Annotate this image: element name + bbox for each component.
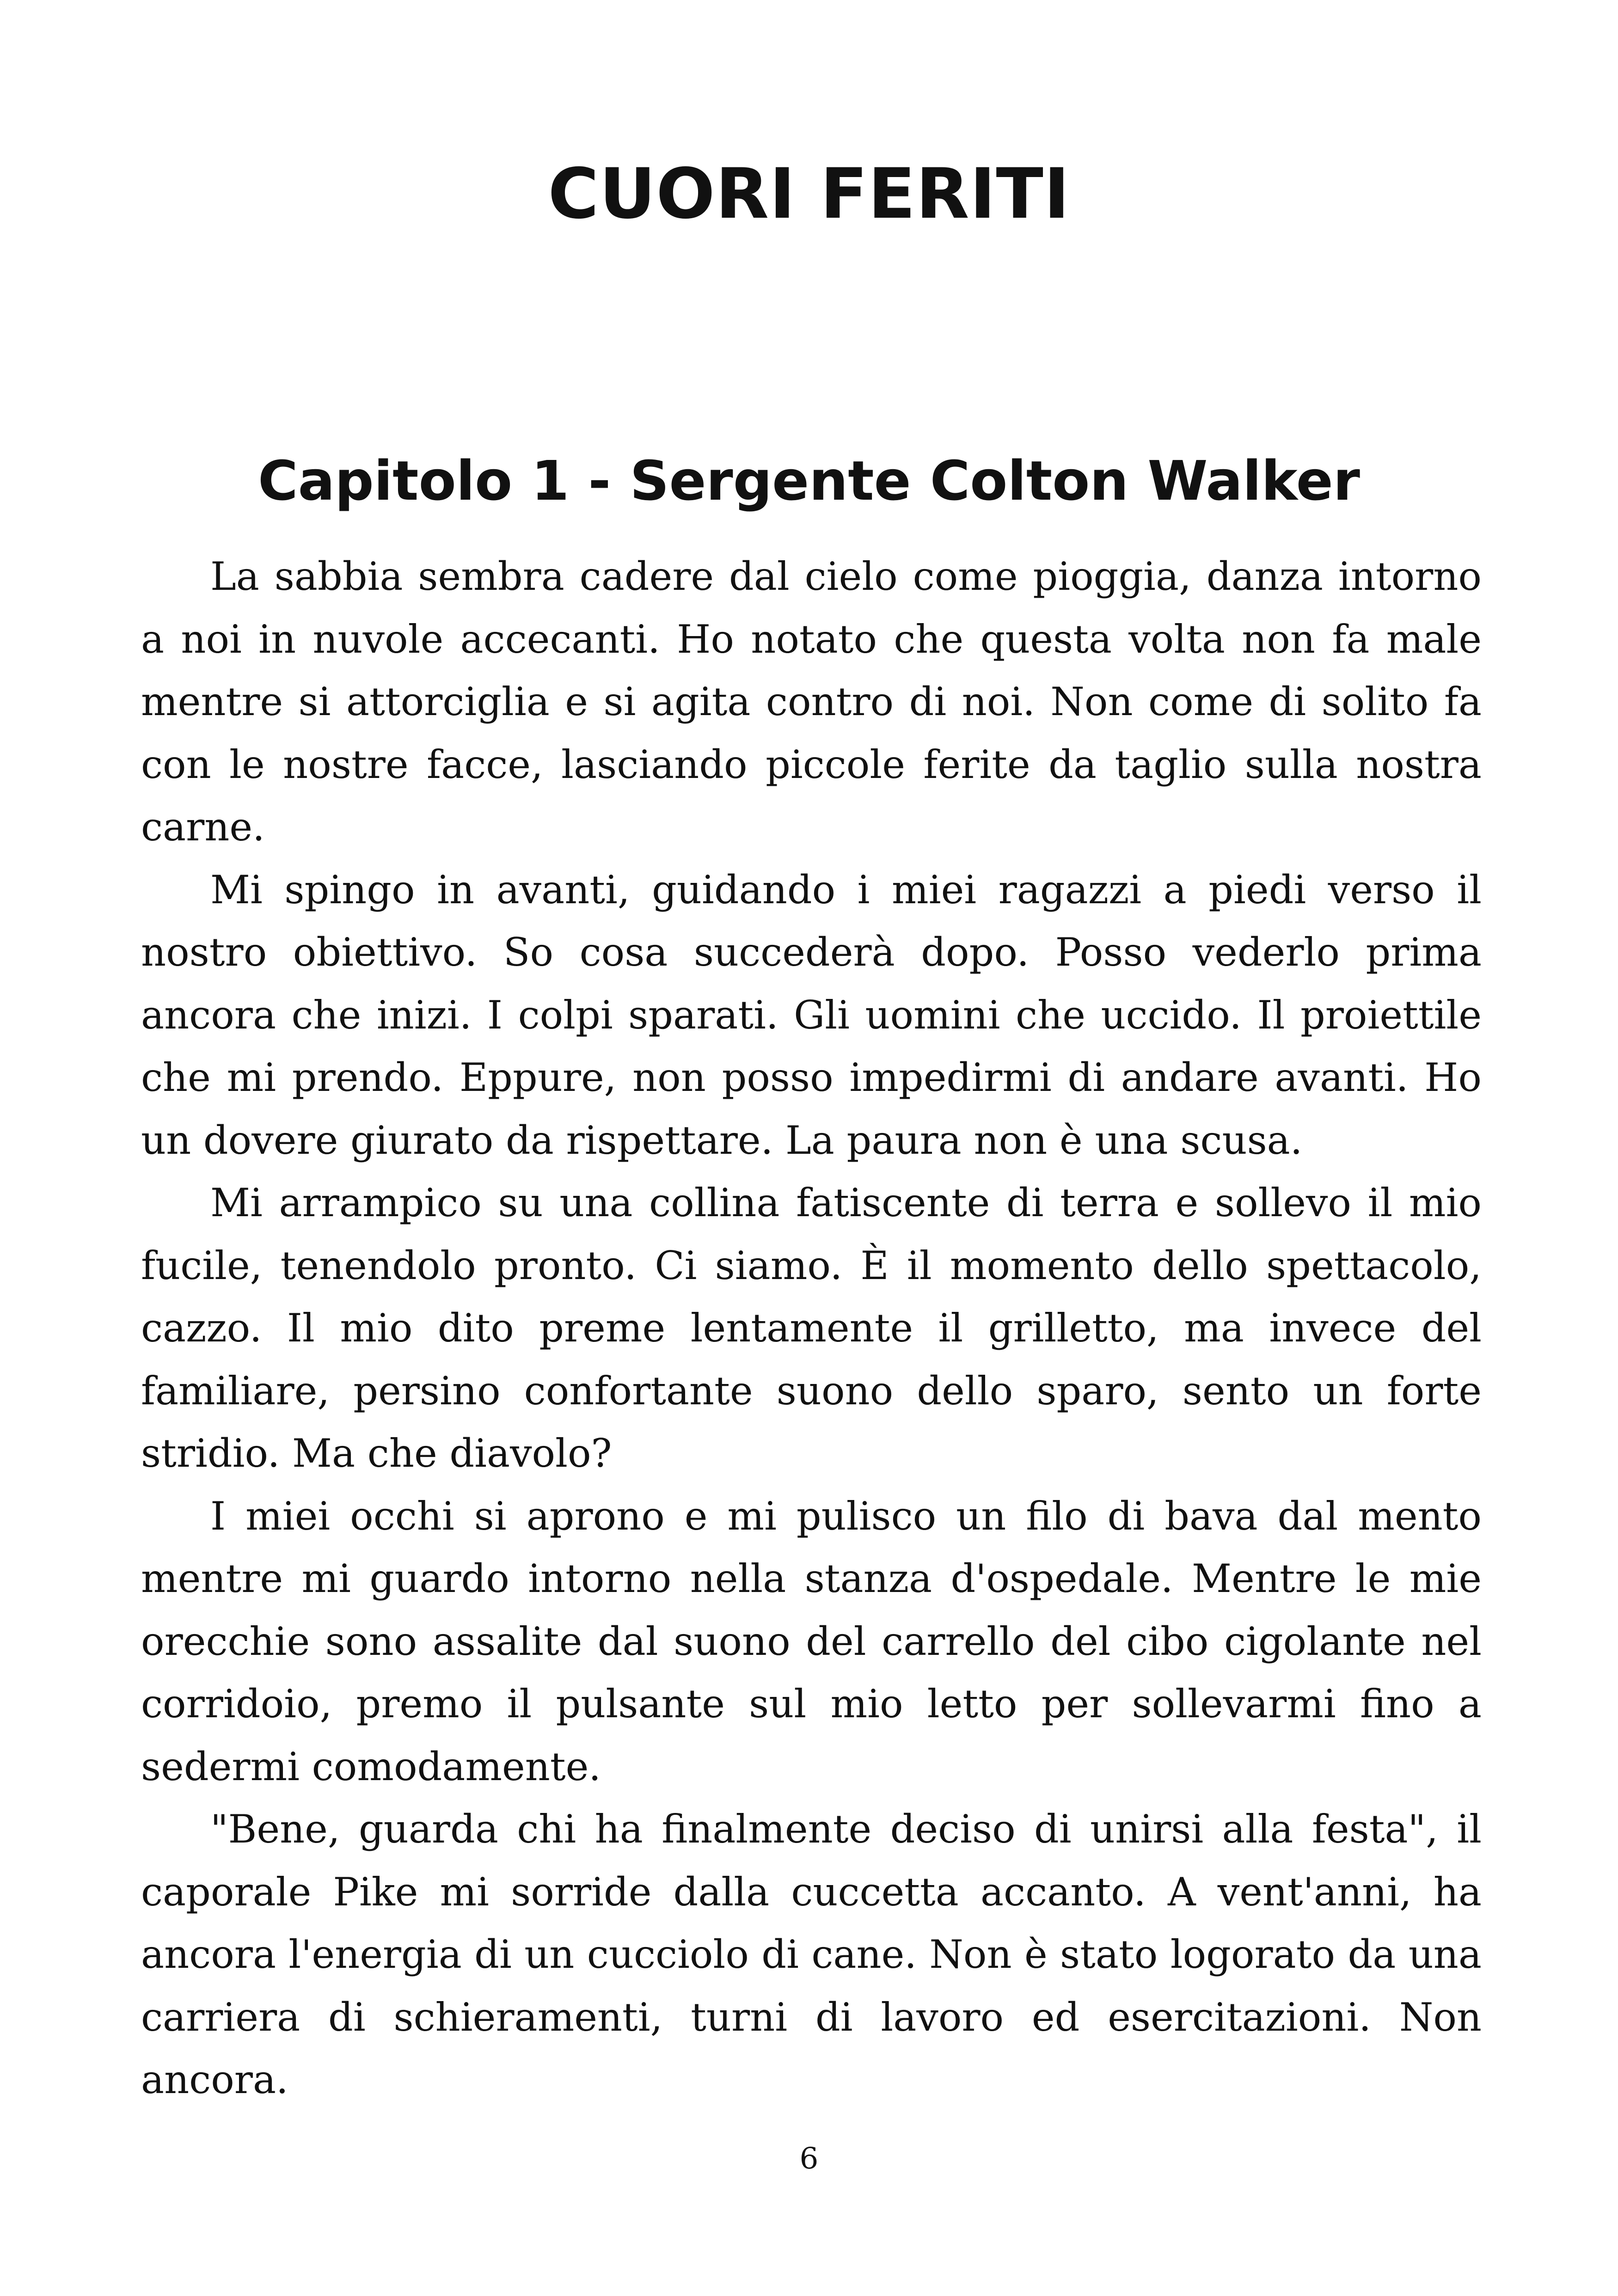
paragraph: "Bene, guarda chi ha finalmente deciso di unirsi alla festa", il caporale Pike mi sorride dalla cuccetta accanto. A vent'anni, ha ancora l'energia di un cucciolo di cane. Non è stato logorato da una carriera di schieramenti, turni di lavoro ed esercitazioni. Non ancora.	[141, 1806, 1482, 2102]
paragraph: Mi spingo in avanti, guidando i miei ragazzi a piedi verso il nostro obiettivo. So cosa succederà dopo. Posso vederlo prima ancora che inizi. I colpi sparati. Gli uomini che uccido. Il proiettile che mi prendo. Eppure, non posso impedirmi di andare avanti. Ho un dovere giurato da rispettare. La paura non è una scusa.	[141, 867, 1482, 1163]
paragraph: Mi arrampico su una collina fatiscente di terra e sollevo il mio fucile, tenendolo pronto. Ci siamo. È il momento dello spettacolo, cazzo. Il mio dito preme lentamente il grilletto, ma invece del familiare, persino confortante suono dello sparo, sento un forte stridio. Ma che diavolo?	[141, 1180, 1482, 1476]
chapter-body	[141, 545, 1482, 2112]
book-title: CUORI FERITI	[548, 154, 1070, 234]
chapter-title: Capitolo 1 - Sergente Colton Walker	[258, 449, 1360, 513]
page-number: 6	[799, 2142, 819, 2176]
paragraph: I miei occhi si aprono e mi pulisco un filo di bava dal mento mentre mi guardo intorno nella stanza d'ospedale. Mentre le mie orecchie sono assalite dal suono del carrello del cibo cigolante nel corridoio, premo il pulsante sul mio letto per sollevarmi fino a sedermi comodamente.	[141, 1493, 1482, 1789]
paragraph: La sabbia sembra cadere dal cielo come pioggia, danza intorno a noi in nuvole accecanti. Ho notato che questa volta non fa male mentre si attorciglia e si agita contro di noi. Non come di solito fa con le nostre facce, lasciando piccole ferite da taglio sulla nostra carne.	[141, 554, 1482, 850]
